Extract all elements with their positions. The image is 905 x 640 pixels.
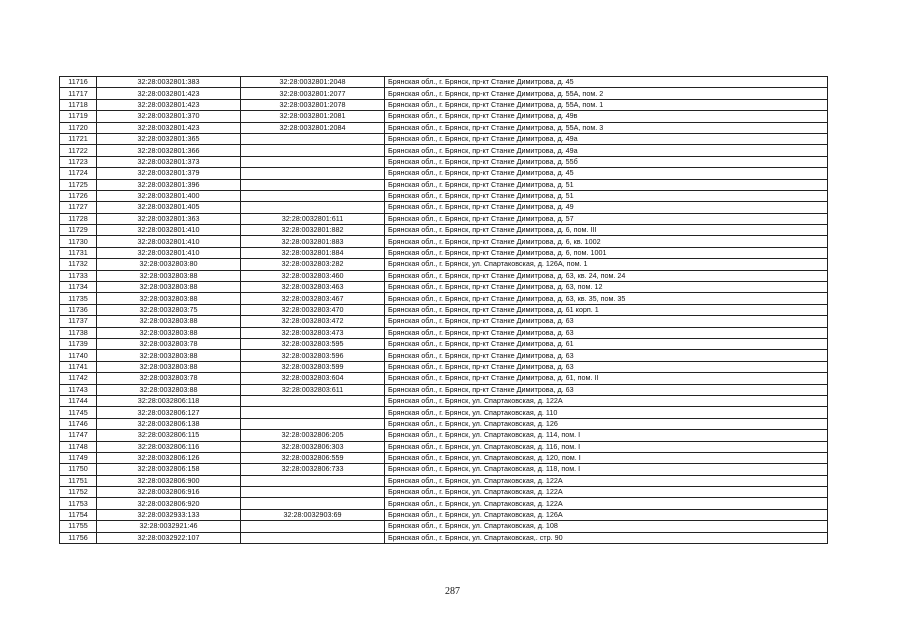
row-number-cell: 11733 — [60, 270, 97, 281]
object-cadastral-number-cell — [241, 487, 385, 498]
table-row — [60, 88, 828, 99]
address-cell: Брянская обл., г. Брянск, пр-кт Станке Димитрова, д. 61 корп. 1 — [385, 304, 828, 315]
address-cell: Брянская обл., г. Брянск, пр-кт Станке Димитрова, д. 6, пом. 1001 — [385, 247, 828, 258]
object-cadastral-number-cell: 32:28:0032803:470 — [241, 304, 385, 315]
row-number-cell: 11725 — [60, 179, 97, 190]
address-cell: Брянская обл., г. Брянск, пр-кт Станке Димитрова, д. 63 — [385, 384, 828, 395]
row-number-cell: 11742 — [60, 373, 97, 384]
address-cell: Брянская обл., г. Брянск, пр-кт Станке Димитрова, д. 63, пом. 12 — [385, 282, 828, 293]
parcel-cadastral-number-cell: 32:28:0032801:423 — [97, 99, 241, 110]
row-number-cell: 11730 — [60, 236, 97, 247]
table-row — [60, 179, 828, 190]
table-row — [60, 373, 828, 384]
address-cell: Брянская обл., г. Брянск, ул. Спартаковская, д. 122А — [385, 487, 828, 498]
object-cadastral-number-cell: 32:28:0032803:282 — [241, 259, 385, 270]
table-row — [60, 361, 828, 372]
row-number-cell: 11734 — [60, 282, 97, 293]
address-cell: Брянская обл., г. Брянск, ул. Спартаковская, д. 122А — [385, 475, 828, 486]
table-row — [60, 464, 828, 475]
object-cadastral-number-cell: 32:28:0032803:604 — [241, 373, 385, 384]
object-cadastral-number-cell — [241, 395, 385, 406]
address-cell: Брянская обл., г. Брянск, ул. Спартаковская, д. 126А, пом. 1 — [385, 259, 828, 270]
parcel-cadastral-number-cell: 32:28:0032922:107 — [97, 532, 241, 543]
row-number-cell: 11744 — [60, 395, 97, 406]
address-cell: Брянская обл., г. Брянск, пр-кт Станке Димитрова, д. 6, пом. III — [385, 225, 828, 236]
address-cell: Брянская обл., г. Брянск, пр-кт Станке Димитрова, д. 61 — [385, 338, 828, 349]
parcel-cadastral-number-cell: 32:28:0032803:88 — [97, 350, 241, 361]
object-cadastral-number-cell — [241, 179, 385, 190]
table-row — [60, 259, 828, 270]
table-row — [60, 247, 828, 258]
object-cadastral-number-cell: 32:28:0032801:2078 — [241, 99, 385, 110]
parcel-cadastral-number-cell: 32:28:0032806:900 — [97, 475, 241, 486]
row-number-cell: 11741 — [60, 361, 97, 372]
table-row — [60, 350, 828, 361]
address-cell: Брянская обл., г. Брянск, пр-кт Станке Димитрова, д. 55А, пом. 3 — [385, 122, 828, 133]
table-row — [60, 236, 828, 247]
address-cell: Брянская обл., г. Брянск, пр-кт Станке Димитрова, д. 57 — [385, 213, 828, 224]
address-cell: Брянская обл., г. Брянск, пр-кт Станке Димитрова, д. 63 — [385, 327, 828, 338]
table-row — [60, 99, 828, 110]
parcel-cadastral-number-cell: 32:28:0032801:423 — [97, 88, 241, 99]
parcel-cadastral-number-cell: 32:28:0032806:126 — [97, 452, 241, 463]
object-cadastral-number-cell: 32:28:0032803:460 — [241, 270, 385, 281]
row-number-cell: 11755 — [60, 521, 97, 532]
object-cadastral-number-cell: 32:28:0032806:559 — [241, 452, 385, 463]
row-number-cell: 11735 — [60, 293, 97, 304]
address-cell: Брянская обл., г. Брянск, пр-кт Станке Димитрова, д. 63, кв. 35, пом. 35 — [385, 293, 828, 304]
object-cadastral-number-cell — [241, 190, 385, 201]
address-cell: Брянская обл., г. Брянск, ул. Спартаковская, д. 122А — [385, 498, 828, 509]
row-number-cell: 11754 — [60, 509, 97, 520]
row-number-cell: 11727 — [60, 202, 97, 213]
address-cell: Брянская обл., г. Брянск, пр-кт Станке Димитрова, д. 63 — [385, 350, 828, 361]
table-row — [60, 202, 828, 213]
row-number-cell: 11726 — [60, 190, 97, 201]
table-row — [60, 190, 828, 201]
object-cadastral-number-cell: 32:28:0032806:205 — [241, 430, 385, 441]
address-cell: Брянская обл., г. Брянск, ул. Спартаковская, д. 126А — [385, 509, 828, 520]
parcel-cadastral-number-cell: 32:28:0032801:396 — [97, 179, 241, 190]
object-cadastral-number-cell: 32:28:0032803:467 — [241, 293, 385, 304]
object-cadastral-number-cell — [241, 521, 385, 532]
address-cell: Брянская обл., г. Брянск, пр-кт Станке Димитрова, д. 49а — [385, 133, 828, 144]
address-cell: Брянская обл., г. Брянск, пр-кт Станке Димитрова, д. 49в — [385, 111, 828, 122]
address-cell: Брянская обл., г. Брянск, ул. Спартаковская, д. 126 — [385, 418, 828, 429]
table-row — [60, 475, 828, 486]
address-cell: Брянская обл., г. Брянск, пр-кт Станке Димитрова, д. 45 — [385, 77, 828, 88]
row-number-cell: 11717 — [60, 88, 97, 99]
table-row — [60, 156, 828, 167]
row-number-cell: 11750 — [60, 464, 97, 475]
table-row — [60, 521, 828, 532]
address-cell: Брянская обл., г. Брянск, ул. Спартаковская, д. 118, пом. I — [385, 464, 828, 475]
row-number-cell: 11753 — [60, 498, 97, 509]
parcel-cadastral-number-cell: 32:28:0032803:78 — [97, 338, 241, 349]
row-number-cell: 11740 — [60, 350, 97, 361]
object-cadastral-number-cell — [241, 532, 385, 543]
table-row — [60, 418, 828, 429]
table-row — [60, 225, 828, 236]
address-cell: Брянская обл., г. Брянск, ул. Спартаковская, д. 116, пом. I — [385, 441, 828, 452]
object-cadastral-number-cell: 32:28:0032801:611 — [241, 213, 385, 224]
object-cadastral-number-cell — [241, 156, 385, 167]
table-row — [60, 327, 828, 338]
object-cadastral-number-cell: 32:28:0032801:2048 — [241, 77, 385, 88]
row-number-cell: 11721 — [60, 133, 97, 144]
parcel-cadastral-number-cell: 32:28:0032803:88 — [97, 316, 241, 327]
object-cadastral-number-cell: 32:28:0032803:472 — [241, 316, 385, 327]
parcel-cadastral-number-cell: 32:28:0032803:88 — [97, 270, 241, 281]
row-number-cell: 11723 — [60, 156, 97, 167]
address-cell: Брянская обл., г. Брянск, ул. Спартаковская, д. 120, пом. I — [385, 452, 828, 463]
row-number-cell: 11729 — [60, 225, 97, 236]
table-row — [60, 111, 828, 122]
address-cell: Брянская обл., г. Брянск, ул. Спартаковская,. стр. 90 — [385, 532, 828, 543]
address-cell: Брянская обл., г. Брянск, ул. Спартаковская, д. 122А — [385, 395, 828, 406]
row-number-cell: 11752 — [60, 487, 97, 498]
object-cadastral-number-cell — [241, 168, 385, 179]
row-number-cell: 11746 — [60, 418, 97, 429]
table-row — [60, 145, 828, 156]
object-cadastral-number-cell: 32:28:0032803:599 — [241, 361, 385, 372]
row-number-cell: 11739 — [60, 338, 97, 349]
object-cadastral-number-cell: 32:28:0032801:2077 — [241, 88, 385, 99]
row-number-cell: 11737 — [60, 316, 97, 327]
table-row — [60, 384, 828, 395]
table-row — [60, 133, 828, 144]
parcel-cadastral-number-cell: 32:28:0032801:405 — [97, 202, 241, 213]
parcel-cadastral-number-cell: 32:28:0032803:88 — [97, 361, 241, 372]
object-cadastral-number-cell: 32:28:0032801:2081 — [241, 111, 385, 122]
table-row — [60, 293, 828, 304]
parcel-cadastral-number-cell: 32:28:0032803:88 — [97, 327, 241, 338]
table-row — [60, 316, 828, 327]
parcel-cadastral-number-cell: 32:28:0032801:379 — [97, 168, 241, 179]
parcel-cadastral-number-cell: 32:28:0032806:115 — [97, 430, 241, 441]
address-cell: Брянская обл., г. Брянск, пр-кт Станке Димитрова, д. 49а — [385, 145, 828, 156]
address-cell: Брянская обл., г. Брянск, ул. Спартаковская, д. 110 — [385, 407, 828, 418]
row-number-cell: 11716 — [60, 77, 97, 88]
parcel-cadastral-number-cell: 32:28:0032801:410 — [97, 247, 241, 258]
row-number-cell: 11748 — [60, 441, 97, 452]
object-cadastral-number-cell — [241, 133, 385, 144]
parcel-cadastral-number-cell: 32:28:0032933:133 — [97, 509, 241, 520]
parcel-cadastral-number-cell: 32:28:0032806:920 — [97, 498, 241, 509]
table-row — [60, 213, 828, 224]
object-cadastral-number-cell — [241, 475, 385, 486]
row-number-cell: 11728 — [60, 213, 97, 224]
object-cadastral-number-cell: 32:28:0032806:733 — [241, 464, 385, 475]
object-cadastral-number-cell: 32:28:0032803:611 — [241, 384, 385, 395]
parcel-cadastral-number-cell: 32:28:0032806:116 — [97, 441, 241, 452]
object-cadastral-number-cell: 32:28:0032801:2084 — [241, 122, 385, 133]
object-cadastral-number-cell: 32:28:0032801:884 — [241, 247, 385, 258]
row-number-cell: 11736 — [60, 304, 97, 315]
object-cadastral-number-cell — [241, 202, 385, 213]
row-number-cell: 11718 — [60, 99, 97, 110]
parcel-cadastral-number-cell: 32:28:0032806:127 — [97, 407, 241, 418]
parcel-cadastral-number-cell: 32:28:0032801:400 — [97, 190, 241, 201]
parcel-cadastral-number-cell: 32:28:0032801:423 — [97, 122, 241, 133]
row-number-cell: 11743 — [60, 384, 97, 395]
row-number-cell: 11722 — [60, 145, 97, 156]
parcel-cadastral-number-cell: 32:28:0032803:80 — [97, 259, 241, 270]
register-table-body — [60, 77, 828, 544]
object-cadastral-number-cell — [241, 145, 385, 156]
object-cadastral-number-cell — [241, 498, 385, 509]
property-register-table — [59, 76, 828, 544]
table-row — [60, 270, 828, 281]
parcel-cadastral-number-cell: 32:28:0032801:365 — [97, 133, 241, 144]
row-number-cell: 11745 — [60, 407, 97, 418]
table-row — [60, 338, 828, 349]
object-cadastral-number-cell: 32:28:0032801:882 — [241, 225, 385, 236]
table-row — [60, 532, 828, 543]
parcel-cadastral-number-cell: 32:28:0032801:363 — [97, 213, 241, 224]
row-number-cell: 11751 — [60, 475, 97, 486]
address-cell: Брянская обл., г. Брянск, пр-кт Станке Димитрова, д. 49 — [385, 202, 828, 213]
table-row — [60, 282, 828, 293]
address-cell: Брянская обл., г. Брянск, пр-кт Станке Димитрова, д. 6, кв. 1002 — [385, 236, 828, 247]
table-row — [60, 407, 828, 418]
parcel-cadastral-number-cell: 32:28:0032806:138 — [97, 418, 241, 429]
parcel-cadastral-number-cell: 32:28:0032803:88 — [97, 384, 241, 395]
row-number-cell: 11724 — [60, 168, 97, 179]
object-cadastral-number-cell — [241, 407, 385, 418]
parcel-cadastral-number-cell: 32:28:0032801:373 — [97, 156, 241, 167]
address-cell: Брянская обл., г. Брянск, пр-кт Станке Димитрова, д. 63, кв. 24, пом. 24 — [385, 270, 828, 281]
object-cadastral-number-cell: 32:28:0032803:596 — [241, 350, 385, 361]
address-cell: Брянская обл., г. Брянск, пр-кт Станке Димитрова, д. 51 — [385, 179, 828, 190]
row-number-cell: 11731 — [60, 247, 97, 258]
row-number-cell: 11738 — [60, 327, 97, 338]
table-row — [60, 77, 828, 88]
page-number: 287 — [445, 586, 460, 597]
address-cell: Брянская обл., г. Брянск, пр-кт Станке Димитрова, д. 55б — [385, 156, 828, 167]
parcel-cadastral-number-cell: 32:28:0032801:383 — [97, 77, 241, 88]
parcel-cadastral-number-cell: 32:28:0032803:75 — [97, 304, 241, 315]
address-cell: Брянская обл., г. Брянск, пр-кт Станке Димитрова, д. 55А, пом. 2 — [385, 88, 828, 99]
row-number-cell: 11747 — [60, 430, 97, 441]
table-row — [60, 498, 828, 509]
parcel-cadastral-number-cell: 32:28:0032801:410 — [97, 225, 241, 236]
table-row — [60, 509, 828, 520]
address-cell: Брянская обл., г. Брянск, пр-кт Станке Димитрова, д. 51 — [385, 190, 828, 201]
parcel-cadastral-number-cell: 32:28:0032801:366 — [97, 145, 241, 156]
object-cadastral-number-cell: 32:28:0032803:473 — [241, 327, 385, 338]
address-cell: Брянская обл., г. Брянск, ул. Спартаковская, д. 114, пом. I — [385, 430, 828, 441]
table-row — [60, 441, 828, 452]
object-cadastral-number-cell: 32:28:0032803:595 — [241, 338, 385, 349]
parcel-cadastral-number-cell: 32:28:0032921:46 — [97, 521, 241, 532]
table-row — [60, 487, 828, 498]
object-cadastral-number-cell: 32:28:0032903:69 — [241, 509, 385, 520]
object-cadastral-number-cell — [241, 418, 385, 429]
parcel-cadastral-number-cell: 32:28:0032806:916 — [97, 487, 241, 498]
address-cell: Брянская обл., г. Брянск, пр-кт Станке Димитрова, д. 45 — [385, 168, 828, 179]
table-row — [60, 430, 828, 441]
parcel-cadastral-number-cell: 32:28:0032806:158 — [97, 464, 241, 475]
row-number-cell: 11756 — [60, 532, 97, 543]
row-number-cell: 11749 — [60, 452, 97, 463]
parcel-cadastral-number-cell: 32:28:0032806:118 — [97, 395, 241, 406]
parcel-cadastral-number-cell: 32:28:0032801:370 — [97, 111, 241, 122]
object-cadastral-number-cell: 32:28:0032806:303 — [241, 441, 385, 452]
address-cell: Брянская обл., г. Брянск, ул. Спартаковская, д. 108 — [385, 521, 828, 532]
row-number-cell: 11732 — [60, 259, 97, 270]
parcel-cadastral-number-cell: 32:28:0032801:410 — [97, 236, 241, 247]
parcel-cadastral-number-cell: 32:28:0032803:78 — [97, 373, 241, 384]
address-cell: Брянская обл., г. Брянск, пр-кт Станке Димитрова, д. 61, пом. II — [385, 373, 828, 384]
table-row — [60, 452, 828, 463]
object-cadastral-number-cell: 32:28:0032803:463 — [241, 282, 385, 293]
address-cell: Брянская обл., г. Брянск, пр-кт Станке Димитрова, д. 63 — [385, 361, 828, 372]
parcel-cadastral-number-cell: 32:28:0032803:88 — [97, 282, 241, 293]
address-cell: Брянская обл., г. Брянск, пр-кт Станке Димитрова, д. 63 — [385, 316, 828, 327]
row-number-cell: 11720 — [60, 122, 97, 133]
table-row — [60, 122, 828, 133]
table-row — [60, 168, 828, 179]
object-cadastral-number-cell: 32:28:0032801:883 — [241, 236, 385, 247]
row-number-cell: 11719 — [60, 111, 97, 122]
table-row — [60, 395, 828, 406]
parcel-cadastral-number-cell: 32:28:0032803:88 — [97, 293, 241, 304]
table-row — [60, 304, 828, 315]
address-cell: Брянская обл., г. Брянск, пр-кт Станке Димитрова, д. 55А, пом. 1 — [385, 99, 828, 110]
